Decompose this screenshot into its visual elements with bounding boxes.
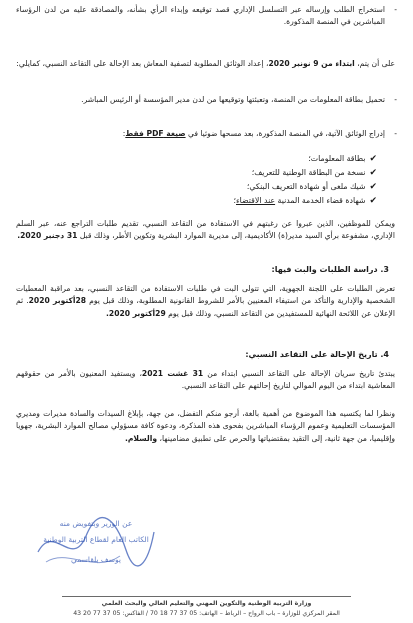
bullet-dash: - (394, 5, 397, 14)
checkmark-icon: ✔ (369, 182, 377, 192)
section-4-heading: 4. تاريخ الإحالة على التقاعد النسبي: (245, 350, 389, 359)
checklist-item: ✔شهادة قضاء الخدمة المدنية عند الاقتضاء؛ (233, 196, 377, 206)
stamp-line-1: عن الوزير وبتفويض منه (59, 519, 133, 528)
footer-divider (62, 596, 351, 597)
stamp-line-2: الكاتب العام لقطاع التربية الوطنية (43, 535, 149, 544)
section-3-heading: 3. دراسة الطلبات والبت فيها: (271, 265, 389, 274)
footer-address: المقر المركزي للوزارة – باب الرواح – الرباط – الهاتف: 05 37 77 18 70 / الفاكس: 05 37 77 20 43 (73, 610, 340, 617)
section-4-text: يبتدئ تاريخ سريان الإحالة على التقاعد النسبي ابتداء من 31 غشت 2021، ويستفيد المعنيون بالأمر من حقوقهم المعاشية ابتداء من اليوم الموالي لتاريخ إحالتهم على التقاعد النسبي. (16, 369, 395, 391)
closing-paragraph: ونظرا لما يكتسيه هذا الموضوع من أهمية بالغة، أرجو منكم التفضل، من جهة، بإبلاغ السيدات والسادة مديرات ومديري المؤسسات التعليمية وعموم الرؤساء المباشرين بفحوى هذه المذكرة، ودعوة كافة مسؤولي مصالح الموارد البشرية، جهويا وإقليميا، من جهة ثانية، إلى التقيد بمقتضياتها والحرص على تطبيق مضامينها، والسلام. (16, 409, 395, 443)
intro-bullet-text: استخراج الطلب وإرساله عبر التسلسل الإداري قصد توقيعه وإبداء الرأي بشأنه، والمصادقة عليه من لدن الرؤساء المباشرين في المنصة المذكورة. (16, 5, 385, 27)
paragraph-documents-intro: على أن يتم، ابتداء من 9 نونبر 2020، إعداد الوثائق المطلوبة لتصفية المعاش بعد الإحالة على التقاعد النسبي، كمايلي: (16, 59, 395, 68)
stamp-line-3: يوسف بلقاسمي (71, 555, 121, 564)
checkmark-icon: ✔ (369, 168, 377, 178)
checklist-item: ✔شيك ملغى أو شهادة التعريف البنكي؛ (246, 182, 377, 192)
footer-ministry: وزارة التربية الوطنية والتكوين المهني والتعليم العالي والبحث العلمي (101, 600, 312, 607)
bullet-upload-docs: - إدراج الوثائق الآتية، في المنصة المذكورة، بعد مسحها ضوئيا في صيغة PDF فقط: (16, 128, 397, 140)
checkmark-icon: ✔ (369, 154, 377, 164)
bullet-info-card: - تحميل بطاقة المعلومات من المنصة، وتعبئتها وتوقيعها من لدن مدير المؤسسة أو الرئيس المباشر. (16, 94, 397, 106)
intro-bullet (16, 4, 397, 29)
checklist-item: ✔نسخة من البطاقة الوطنية للتعريف؛ (251, 168, 377, 178)
paragraph-withdrawal: ويمكن للموظفين، الذين عبروا عن رغبتهم في الاستفادة من التقاعد النسبي، تقديم طلبات التراجع عنه، عبر السلم الإداري، مشفوعة برأي السيد مدير(ة) الأكاديمية، إلى مديرية الموارد البشرية وتكوين الأطر، وذلك قبل 31 دجنبر 2020. (16, 219, 395, 241)
checkmark-icon: ✔ (369, 196, 377, 206)
page-footer (0, 596, 413, 623)
checklist-item: ✔بطاقة المعلومات؛ (308, 154, 377, 164)
official-stamp (24, 512, 162, 582)
bullet-dash: - (394, 95, 397, 104)
bullet-dash: - (394, 129, 397, 138)
section-3-text: تعرض الطلبات على اللجنة الجهوية، التي تتولى البت في طلبات الاستفادة من التقاعد النسبي، بعد مراقبة المعطيات الشخصية والإدارية والتأكد من استيفاء المعنيين بالأمر للشروط القانونية المطلوبة، وذلك قبل يوم 28أكتوبر 2020. ثم الإعلان عن اللائحة النهائية للمستفيدين من التقاعد النسبي، وذلك قبل يوم 29أكتوبر 2020. (16, 284, 395, 318)
